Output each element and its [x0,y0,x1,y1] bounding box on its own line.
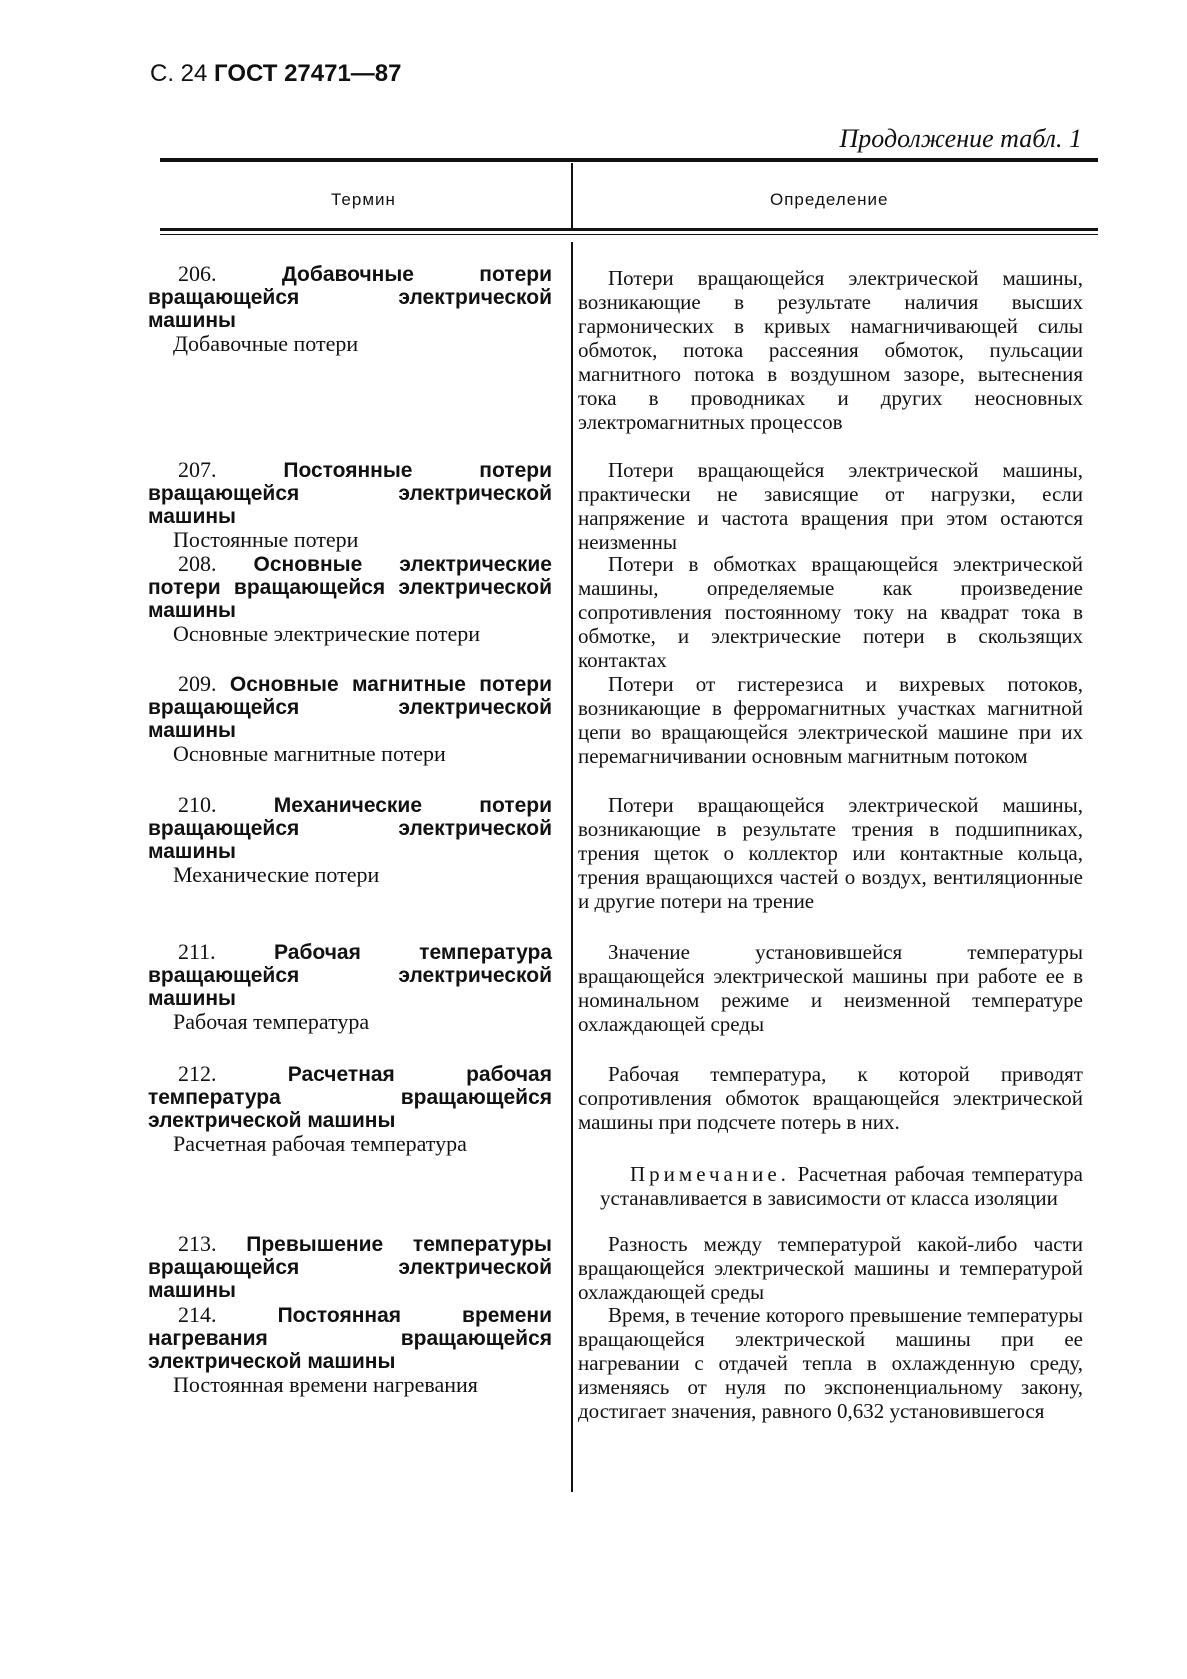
term-title: 206. Добавочные потери вращающейся электрической машины [148,261,552,332]
term-title: 213. Превышение температуры вращающейся электрической машины [148,1231,552,1302]
term-short: Рабочая температура [173,1009,370,1034]
term-209 [148,672,552,766]
definition-210: Потери вращающейся электрической машины, возникающие в результате трения в подшипниках, трения щеток о коллектор или контактные кольца, трения вращающихся частей о воздух, вентиляционные и другие потери на трение [578,793,1083,913]
term-title: 207. Постоянные потери вращающейся электрической машины [148,457,552,528]
note-text: Расчетная рабочая температура устанавливается в зависимости от класса изоляции [600,1162,1084,1210]
term-207 [148,458,552,552]
header-bottom-rule-thin [160,234,1098,235]
term-title: 208. Основные электрические потери вращающейся электрической машины [148,551,552,622]
column-header-definition: Определение [770,190,889,209]
term-212 [148,1062,552,1156]
term-title: 214. Постоянная времени нагревания вращающейся электрической машины [148,1302,552,1373]
definition-206: Потери вращающейся электрической машины, возникающие в результате наличия высших гармонических в кривых намагничивающей силы обмоток, потока рассеяния обмоток, пульсации магнитного потока в воздушном зазоре, вытеснения тока в проводниках и других неосновных электромагнитных процессов [578,266,1083,434]
definition-212: Рабочая температура, к которой приводят сопротивления обмоток вращающейся электрической машины при подсчете потерь в них. [578,1062,1083,1134]
term-206 [148,262,552,356]
definition-214: Время, в течение которого превышение температуры вращающейся электрической машины при ее нагревании с отдачей тепла в охлажденную среду, изменяясь от нуля по экспоненциальному закону, достигает значения, равного 0,632 установившегося [578,1303,1083,1423]
term-210 [148,793,552,887]
definition-211: Значение установившейся температуры вращающейся электрической машины при работе ее в номинальном режиме и неизменной температуре охлаждающей среды [578,940,1083,1036]
definition-207: Потери вращающейся электрической машины, практически не зависящие от нагрузки, если напряжение и частота вращения при этом остаются неизменны [578,458,1083,554]
term-title: 212. Расчетная рабочая температура вращающейся электрической машины [148,1061,552,1132]
term-short: Добавочные потери [173,331,359,356]
term-214 [148,1303,552,1397]
body-column-divider [571,242,573,1492]
definition-213: Разность между температурой какой-либо части вращающейся электрической машины и температурой охлаждающей среды [578,1232,1083,1304]
term-short: Механические потери [173,862,380,887]
term-title: 211. Рабочая температура вращающейся электрической машины [148,939,552,1010]
note-label: Примечание. [630,1162,790,1186]
document-code: ГОСТ 27471—87 [214,60,402,87]
term-211 [148,940,552,1034]
page-number: С. 24 [150,60,208,87]
definition-208: Потери в обмотках вращающейся электрической машины, определяемые как произведение сопротивления постоянному току на квадрат тока в обмотке, и электрические потери в скользящих контактах [578,552,1083,672]
table-continuation-label: Продолжение табл. 1 [839,124,1082,153]
header-bottom-rule [160,228,1098,231]
header-column-divider [571,163,573,229]
term-title: 209. Основные магнитные потери вращающейся электрической машины [148,671,552,742]
note-212 [600,1162,1083,1210]
term-208 [148,552,552,646]
term-title: 210. Механические потери вращающейся электрической машины [148,792,552,863]
definition-209: Потери от гистерезиса и вихревых потоков, возникающие в ферромагнитных участках магнитной цепи во вращающейся электрической машине при их перемагничивании основным магнитным потоком [578,672,1083,768]
column-header-term: Термин [331,190,396,209]
term-short: Постоянные потери [173,527,359,552]
term-short: Основные электрические потери [173,621,480,646]
page-header [150,60,402,88]
table-top-rule [160,158,1098,162]
term-short: Расчетная рабочая температура [173,1131,467,1156]
term-213 [148,1232,552,1302]
term-short: Постоянная времени нагревания [173,1372,478,1397]
term-short: Основные магнитные потери [173,741,446,766]
